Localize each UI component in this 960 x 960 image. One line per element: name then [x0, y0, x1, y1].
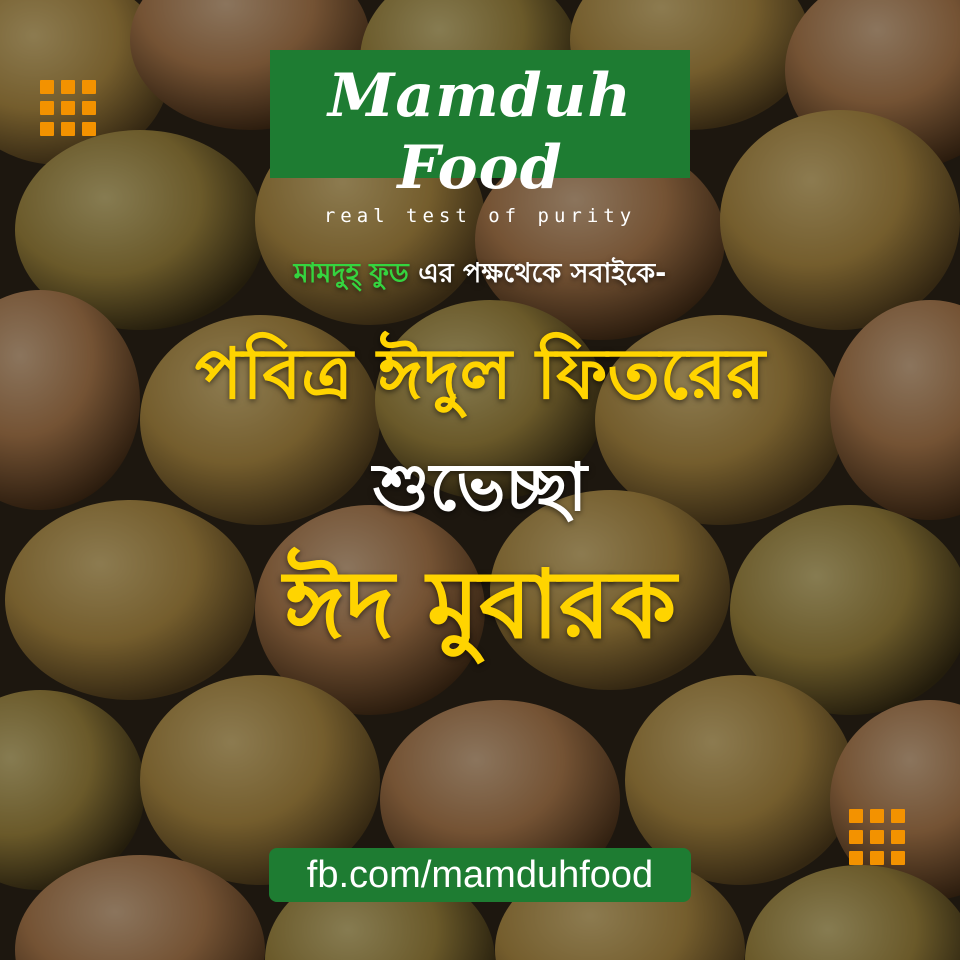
greeting-headline: পবিত্র ঈদুল ফিতরের	[194, 333, 766, 415]
eid-mubarak-title: ঈদ মুবারক	[283, 551, 677, 660]
logo-tagline: real test of purity	[323, 205, 637, 227]
facebook-url[interactable]: fb.com/mamduhfood	[269, 848, 691, 902]
dot-grid-icon	[849, 809, 909, 869]
dot-grid-icon	[40, 80, 100, 140]
greeting-intro-text: এর পক্ষথেকে সবাইকে-	[408, 258, 667, 289]
logo-brand-name: Mamduh Food	[328, 61, 632, 203]
greeting-intro	[0, 254, 960, 294]
brand-logo	[270, 50, 690, 227]
greeting-subheadline: শুভেচ্ছা	[372, 449, 588, 526]
greeting-brand-name: মামদুহ্ ফুড	[293, 258, 409, 289]
